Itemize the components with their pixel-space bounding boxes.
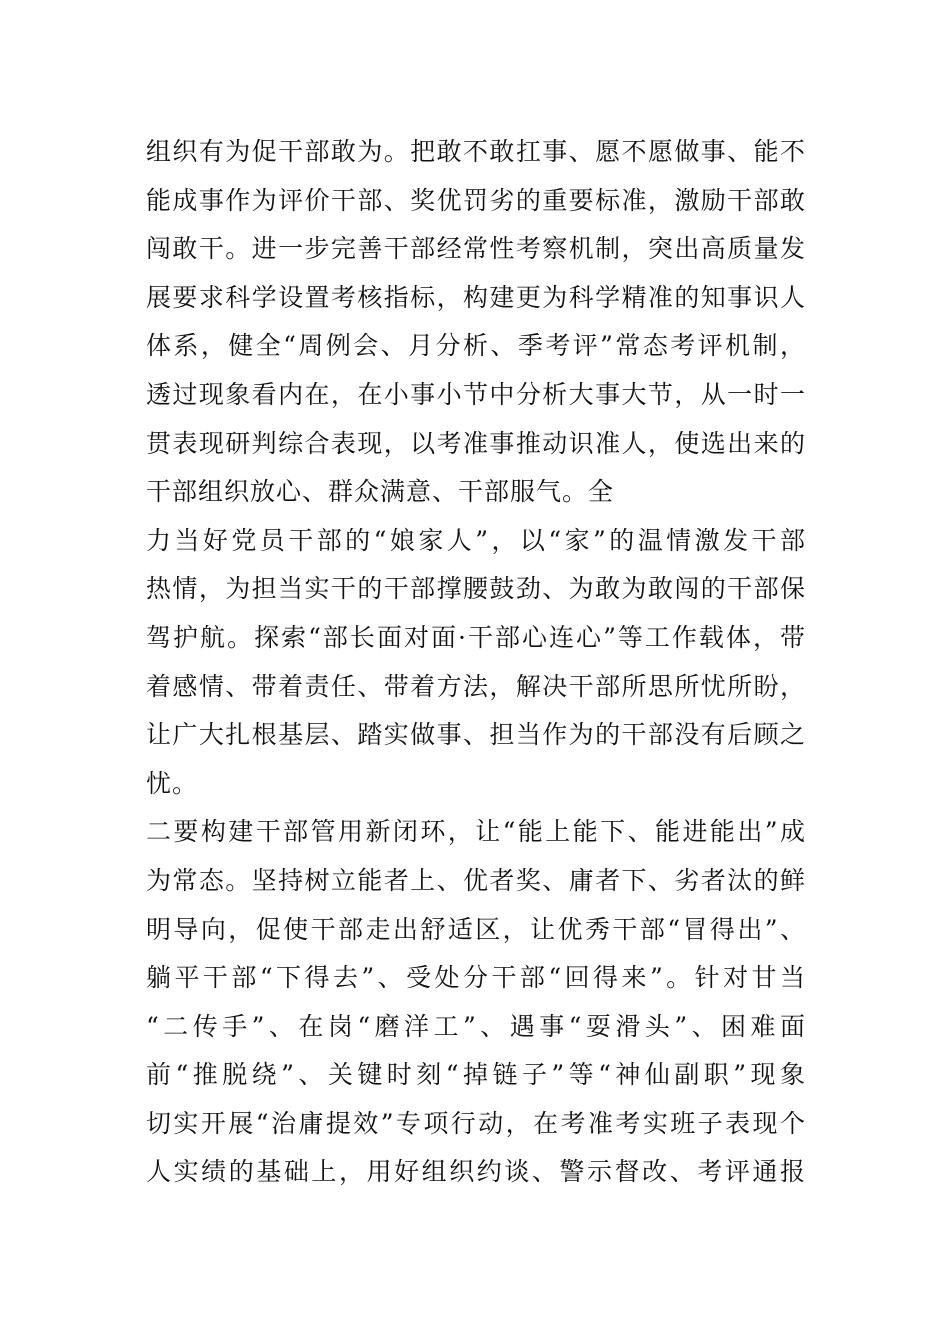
text-line: “二传手”、在岗“磨洋工”、遇事“耍滑头”、困难面 <box>146 1011 806 1041</box>
text-line: 组织有为促干部敢为。把敢不敢扛事、愿不愿做事、能不 <box>146 137 806 166</box>
text-line: 二要构建干部管用新闭环，让“能上能下、能进能出”成 <box>146 817 806 847</box>
text-line: 热情，为担当实干的干部撑腰鼓劲、为敢为敢闯的干部保 <box>146 574 806 604</box>
text-line: 忧。 <box>146 768 199 798</box>
text-line: 驾护航。探索“部长面对面·干部心连心”等工作载体，带 <box>146 622 806 652</box>
text-line: 干部组织放心、群众满意、干部服气。全 <box>146 477 615 507</box>
text-line: 躺平干部“下得去”、受处分干部“回得来”。针对甘当 <box>146 963 806 993</box>
text-line: 前“推脱绕”、关键时刻“掉链子”等“神仙副职”现象 <box>146 1060 806 1090</box>
text-line: 体系，健全“周例会、月分析、季考评”常态考评机制， <box>146 331 806 361</box>
text-line: 为常态。坚持树立能者上、优者奖、庸者下、劣者汰的鲜 <box>146 865 806 895</box>
text-line: 让广大扎根基层、踏实做事、担当作为的干部没有后顾之 <box>146 720 806 750</box>
text-line: 着感情、带着责任、带着方法，解决干部所思所忧所盼， <box>146 671 806 701</box>
text-line: 展要求科学设置考核指标，构建更为科学精准的知事识人 <box>146 282 806 312</box>
text-line: 闯敢干。进一步完善干部经常性考察机制，突出高质量发 <box>146 234 806 264</box>
text-line: 明导向，促使干部走出舒适区，让优秀干部“冒得出”、 <box>146 914 806 944</box>
text-line: 切实开展“治庸提效”专项行动，在考准考实班子表现个 <box>146 1108 806 1138</box>
text-line: 力当好党员干部的“娘家人”，以“家”的温情激发干部 <box>146 525 806 555</box>
text-line: 透过现象看内在，在小事小节中分析大事大节，从一时一 <box>146 379 806 409</box>
document-body <box>146 128 806 1197</box>
text-line: 贯表现研判综合表现，以考准事推动识准人，使选出来的 <box>146 428 806 458</box>
text-line: 人实绩的基础上，用好组织约谈、警示督改、考评通报 <box>146 1157 806 1187</box>
text-line: 能成事作为评价干部、奖优罚劣的重要标准，激励干部敢 <box>146 185 806 215</box>
